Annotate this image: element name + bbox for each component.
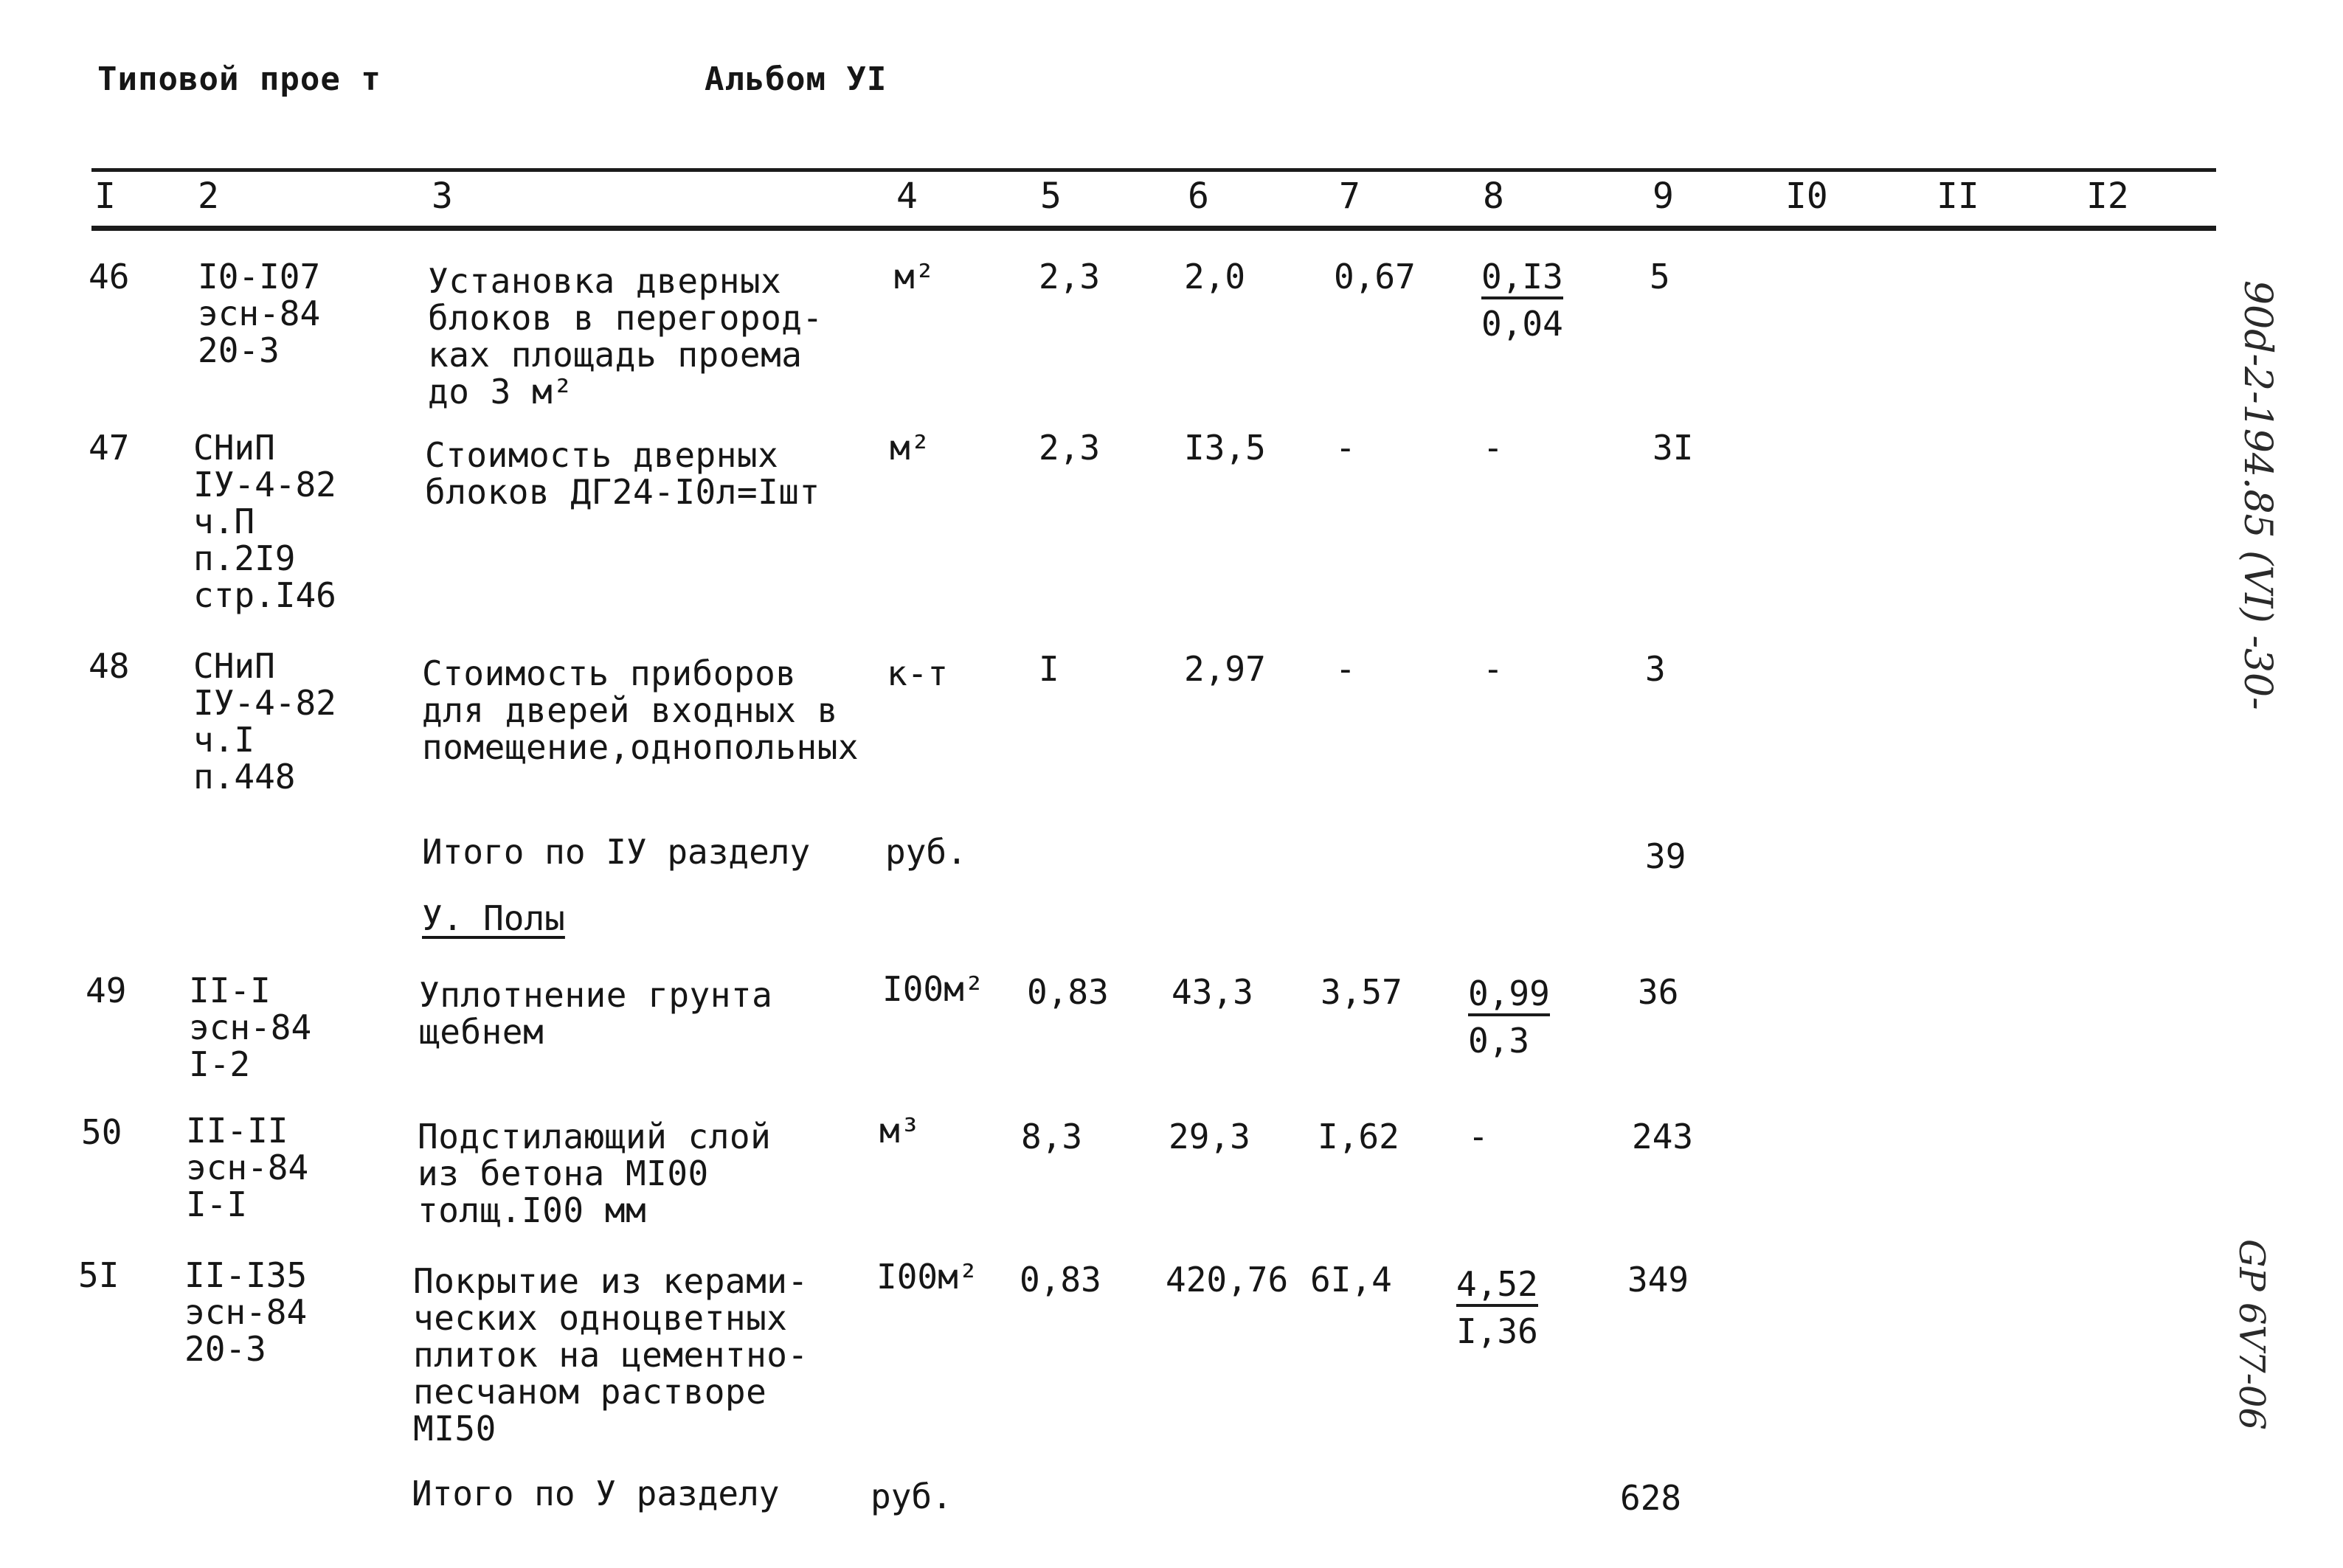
description-line: блоков ДГ24-I0л=Iшт <box>425 472 820 512</box>
quantity: 0,83 <box>1027 972 1109 1012</box>
reference-line: ч.П <box>193 502 255 541</box>
col-header-6: 6 <box>1188 176 1209 217</box>
reference-line: I0-I07 <box>198 257 321 296</box>
unit-price: 43,3 <box>1172 972 1253 1012</box>
wage-per-unit: I,62 <box>1318 1117 1399 1156</box>
row-number: 47 <box>89 428 130 468</box>
col-header-7: 7 <box>1339 176 1360 217</box>
total-cost: 5 <box>1650 257 1670 296</box>
unit-price: 2,0 <box>1184 257 1246 296</box>
col-header-2: 2 <box>198 176 219 217</box>
description-line: Стоимость приборов <box>422 653 797 693</box>
table-header-rule <box>91 226 2216 231</box>
col-header-1: I <box>94 176 116 217</box>
work-description <box>425 437 820 510</box>
machine-cost-fraction <box>1481 258 1563 342</box>
description-line: Уплотнение грунта <box>419 975 773 1015</box>
description-line: для дверей входных в <box>422 690 838 730</box>
work-description <box>419 976 772 1050</box>
unit: м² <box>894 257 935 296</box>
reference <box>189 972 311 1083</box>
unit-price: 29,3 <box>1169 1117 1250 1156</box>
work-description <box>413 1263 809 1447</box>
unit: к-т <box>887 653 949 693</box>
album-label: Альбом УI <box>705 60 887 98</box>
reference-line: п.2I9 <box>193 538 296 578</box>
reference-line: I-I <box>186 1184 248 1224</box>
reference-line: IУ-4-82 <box>193 465 336 504</box>
total-cost: 349 <box>1627 1260 1689 1300</box>
description-line: Стоимость дверных <box>425 435 779 475</box>
machine-cost: - <box>1483 428 1503 468</box>
total-label: Итого по У разделу <box>412 1474 780 1513</box>
work-description <box>428 263 823 410</box>
wage-per-unit: 6I,4 <box>1310 1260 1392 1300</box>
quantity: 0,83 <box>1020 1260 1101 1300</box>
description-line: ческих одноцветных <box>413 1298 788 1338</box>
work-description <box>422 655 859 766</box>
fraction-denominator: I,36 <box>1456 1311 1538 1351</box>
wage-per-unit: - <box>1335 428 1356 468</box>
reference <box>186 1112 308 1223</box>
machine-cost-fraction <box>1456 1266 1538 1350</box>
machine-cost-fraction <box>1468 975 1550 1059</box>
machine-cost: - <box>1468 1117 1489 1156</box>
fraction-numerator: 4,52 <box>1456 1266 1538 1307</box>
reference-line: СНиП <box>193 428 275 468</box>
reference-line: 20-3 <box>184 1329 266 1369</box>
work-description <box>418 1118 771 1229</box>
unit: м² <box>890 428 931 468</box>
col-header-9: 9 <box>1652 176 1674 217</box>
col-header-11: II <box>1937 176 1979 217</box>
description-line: блоков в перегород- <box>428 298 823 338</box>
reference-line: IУ-4-82 <box>193 683 336 723</box>
description-line: Установка дверных <box>428 261 782 301</box>
reference-line: I-2 <box>189 1044 251 1084</box>
row-number: 46 <box>89 257 130 296</box>
total-unit: руб. <box>871 1477 952 1516</box>
wage-per-unit: - <box>1335 649 1356 689</box>
col-header-10: I0 <box>1785 176 1828 217</box>
unit: I00м² <box>876 1257 979 1297</box>
fraction-numerator: 0,99 <box>1468 975 1550 1016</box>
row-number: 48 <box>89 646 130 686</box>
description-line: плиток на цементно- <box>413 1335 809 1375</box>
reference-line: СНиП <box>193 646 275 686</box>
reference <box>184 1257 307 1367</box>
reference-line: эсн-84 <box>184 1292 308 1332</box>
unit-price: 420,76 <box>1166 1260 1289 1300</box>
total-label: Итого по IУ разделу <box>422 832 811 872</box>
unit-price: I3,5 <box>1184 428 1266 468</box>
row-number: 5I <box>78 1255 120 1295</box>
reference-line: эсн-84 <box>189 1007 312 1047</box>
unit: I00м² <box>882 969 985 1009</box>
reference-line: II-I35 <box>184 1255 308 1295</box>
reference-line: п.448 <box>193 757 296 797</box>
description-line: щебнем <box>419 1012 544 1052</box>
description-line: до 3 м² <box>428 372 574 412</box>
quantity: 2,3 <box>1039 257 1101 296</box>
reference <box>193 429 336 614</box>
total-cost: 36 <box>1638 972 1679 1012</box>
description-line: из бетона МI00 <box>418 1154 709 1193</box>
description-line: помещение,однопольных <box>422 727 859 767</box>
total-unit: руб. <box>885 832 967 872</box>
reference-line: ч.I <box>193 720 255 760</box>
fraction-denominator: 0,04 <box>1481 304 1563 344</box>
section-title: У. Полы <box>422 898 565 938</box>
wage-per-unit: 0,67 <box>1334 257 1416 296</box>
wage-per-unit: 3,57 <box>1321 972 1402 1012</box>
reference-line: II-I <box>189 971 271 1010</box>
unit-price: 2,97 <box>1184 649 1266 689</box>
total-cost: 243 <box>1632 1117 1694 1156</box>
quantity: 8,3 <box>1021 1117 1083 1156</box>
description-line: Подстилающий слой <box>418 1117 772 1156</box>
total-cost: 3 <box>1645 649 1666 689</box>
table-top-rule <box>91 168 2216 172</box>
row-number: 50 <box>81 1112 122 1152</box>
machine-cost: - <box>1483 649 1503 689</box>
description-line: песчаном растворе <box>413 1372 767 1412</box>
quantity: I <box>1039 649 1059 689</box>
margin-note-code: GP 6V7-06 <box>2231 1239 2272 1430</box>
fraction-numerator: 0,I3 <box>1481 258 1563 299</box>
total-value: 628 <box>1620 1478 1682 1518</box>
reference <box>198 258 320 369</box>
reference-line: эсн-84 <box>198 294 321 333</box>
row-number: 49 <box>86 971 127 1010</box>
col-header-3: 3 <box>432 176 453 217</box>
total-value: 39 <box>1645 836 1686 876</box>
col-header-8: 8 <box>1483 176 1504 217</box>
reference <box>193 648 336 795</box>
reference-line: 20-3 <box>198 330 280 370</box>
description-line: толщ.I00 мм <box>418 1190 647 1230</box>
fraction-denominator: 0,3 <box>1468 1021 1530 1061</box>
margin-note-archive-number: 90d-2-194.85 (VI) -30- <box>2235 280 2280 710</box>
description-line: ках площадь проема <box>428 335 803 375</box>
total-cost: 3I <box>1652 428 1694 468</box>
project-title: Типовой прое т <box>97 60 381 98</box>
col-header-5: 5 <box>1040 176 1062 217</box>
reference-line: стр.I46 <box>193 575 336 615</box>
quantity: 2,3 <box>1039 428 1101 468</box>
description-line: Покрытие из керами- <box>413 1261 809 1301</box>
col-header-4: 4 <box>896 176 918 217</box>
reference-line: эсн-84 <box>186 1148 309 1187</box>
unit: м³ <box>879 1111 921 1151</box>
col-header-12: I2 <box>2086 176 2129 217</box>
description-line: МI50 <box>413 1409 496 1449</box>
reference-line: II-II <box>186 1111 288 1151</box>
